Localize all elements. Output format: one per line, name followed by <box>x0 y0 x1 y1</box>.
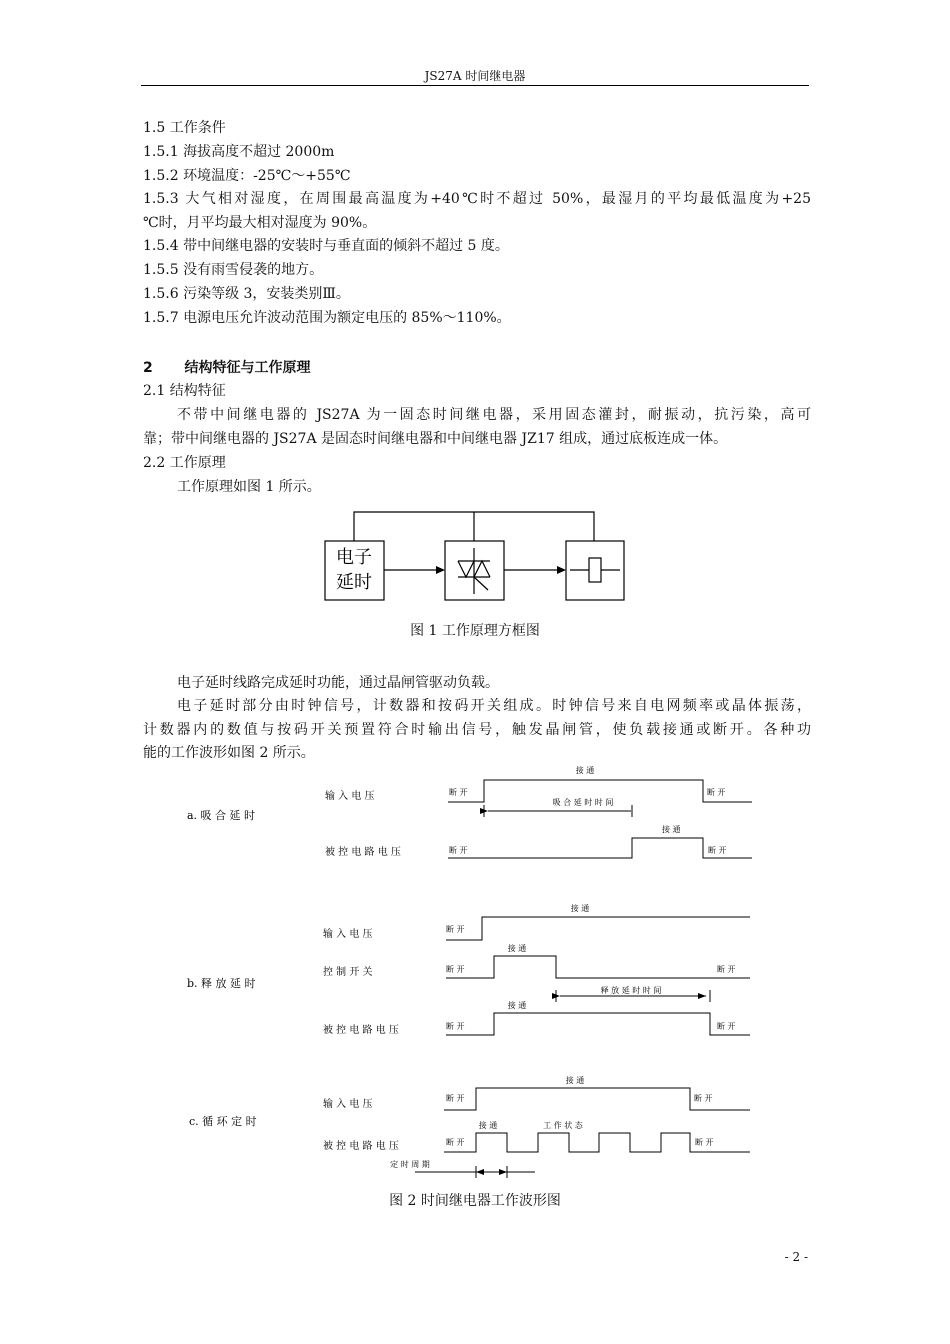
header-title: JS27A 时间继电器 <box>424 69 526 83</box>
paragraph-line: 工作原理如图 1 所示。 <box>177 479 321 495</box>
paragraph-line: 电子延时线路完成延时功能，通过晶闸管驱动负载。 <box>177 675 499 691</box>
state-label: 断 开 <box>446 1138 465 1147</box>
state-label: 断 开 <box>717 965 736 974</box>
list-item: ℃时，月平均最大相对湿度为 90%。 <box>143 215 377 231</box>
block-label: 电子 <box>336 547 372 568</box>
figure-2-caption: 图 2 时间继电器工作波形图 <box>389 1193 561 1209</box>
state-label: 断 开 <box>694 1094 713 1103</box>
section-2-1-title: 2.1 结构特征 <box>143 383 226 399</box>
page-number: - 2 - <box>784 1250 808 1264</box>
waveform-b-input <box>446 917 750 940</box>
state-label: 断 开 <box>446 925 465 934</box>
period-label: 定 时 周 期 <box>390 1160 430 1169</box>
section-number: 2 <box>143 360 153 376</box>
list-item: 1.5.3 大气相对湿度，在周围最高温度为+40℃时不超过 50%，最湿月的平均最低温度为+25 <box>143 191 811 207</box>
group-label: a. 吸 合 延 时 <box>187 809 256 822</box>
paragraph-line: 计数器内的数值与按码开关预置符合时输出信号，触发晶闸管，使负载接通或断开。各种功 <box>143 722 811 738</box>
delay-label: 吸 合 延 时 时 间 <box>552 798 614 807</box>
state-label: 接 通 <box>507 944 527 953</box>
signal-label: 输 入 电 压 <box>323 929 373 940</box>
signal-label: 被 控 电 路 电 压 <box>323 1141 399 1152</box>
delay-label: 释 放 延 时 时 间 <box>600 986 662 995</box>
state-label: 断 开 <box>707 788 726 797</box>
state-label: 断 开 <box>708 846 727 855</box>
state-label: 工 作 状 态 <box>543 1121 583 1130</box>
state-label: 接 通 <box>565 1076 585 1085</box>
section-title: 结构特征与工作原理 <box>184 360 311 376</box>
state-label: 接 通 <box>478 1121 498 1130</box>
waveform-a-output <box>448 838 752 858</box>
figure-1-caption: 图 1 工作原理方框图 <box>410 623 540 639</box>
state-label: 断 开 <box>446 1022 465 1031</box>
list-item: 1.5.2 环境温度：-25℃～+55℃ <box>143 168 351 184</box>
section-1-5-title: 1.5 工作条件 <box>143 120 226 136</box>
state-label: 断 开 <box>446 965 465 974</box>
group-label: b. 释 放 延 时 <box>187 977 256 990</box>
list-item: 1.5.4 带中间继电器的安装时与垂直面的倾斜不超过 5 度。 <box>143 238 509 254</box>
list-item: 1.5.5 没有雨雪侵袭的地方。 <box>143 262 324 278</box>
group-label: c. 循 环 定 时 <box>189 1115 257 1128</box>
waveform-b-output <box>446 1013 750 1035</box>
state-label: 断 开 <box>449 788 468 797</box>
signal-label: 输 入 电 压 <box>323 1099 373 1110</box>
signal-label: 输 入 电 压 <box>325 791 375 802</box>
block-label: 延时 <box>336 572 372 593</box>
state-label: 接 通 <box>662 825 681 834</box>
paragraph-line: 电子延时部分由时钟信号，计数器和按码开关组成。时钟信号来自电网频率或晶体振荡， <box>177 698 811 714</box>
state-label: 接 通 <box>575 766 595 775</box>
state-label: 断 开 <box>449 846 468 855</box>
paragraph-line: 不带中间继电器的 JS27A 为一固态时间继电器，采用固态灌封，耐振动，抗污染，高可 <box>177 407 811 423</box>
list-item: 1.5.6 污染等级 3，安装类别Ⅲ。 <box>143 286 350 302</box>
list-item: 1.5.1 海拔高度不超过 2000m <box>143 144 335 160</box>
list-item: 1.5.7 电源电压允许波动范围为额定电压的 85%～110%。 <box>143 310 511 326</box>
paragraph-line: 能的工作波形如图 2 所示。 <box>143 745 315 761</box>
state-label: 断 开 <box>717 1022 736 1031</box>
paragraph-line: 靠；带中间继电器的 JS27A 是固态时间继电器和中间继电器 JZ17 组成，通过底板连成一体。 <box>143 431 728 447</box>
state-label: 接 通 <box>570 904 590 913</box>
state-label: 断 开 <box>695 1138 714 1147</box>
section-2-2-title: 2.2 工作原理 <box>143 455 226 471</box>
signal-label: 被 控 电 路 电 压 <box>323 1025 399 1036</box>
waveform-b-switch <box>446 956 750 978</box>
state-label: 接 通 <box>507 1001 527 1010</box>
signal-label: 被 控 电 路 电 压 <box>325 847 401 858</box>
state-label: 断 开 <box>446 1094 465 1103</box>
signal-label: 控 制 开 关 <box>323 967 373 978</box>
